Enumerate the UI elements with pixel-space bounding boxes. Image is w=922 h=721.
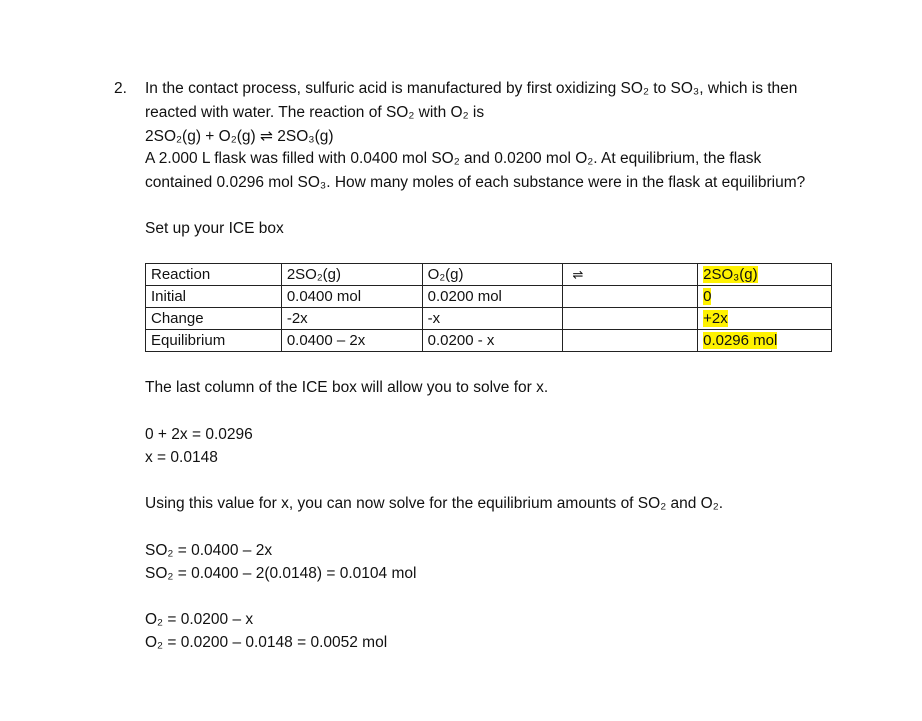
- ice-cell-arrow: [563, 264, 698, 286]
- ice-cell-o2: 0.0200 mol: [422, 286, 563, 308]
- using-value-note: Using this value for x, you can now solve for the equilibrium amounts of SO₂ and O₂.: [145, 495, 724, 512]
- ice-cell-o2: 0.0200 - x: [422, 330, 563, 352]
- ice-cell-so3: [698, 264, 832, 286]
- ice-cell-arrow: [563, 286, 698, 308]
- so2-eq-2: SO₂ = 0.0400 – 2(0.0148) = 0.0104 mol: [145, 565, 417, 582]
- ice-cell-so3: [698, 286, 832, 308]
- ice-row-equilibrium: [146, 330, 832, 352]
- ice-cell-so2: 0.0400 mol: [281, 286, 422, 308]
- problem-line-2: reacted with water. The reaction of SO₂ with O₂ is: [145, 104, 485, 121]
- ice-cell-o2: O₂(g): [422, 264, 563, 286]
- highlighted-value: 0: [703, 288, 712, 305]
- so2-eq-1: SO₂ = 0.0400 – 2x: [145, 542, 273, 559]
- ice-cell-label: Equilibrium: [146, 330, 282, 352]
- problem-line-1: In the contact process, sulfuric acid is manufactured by first oxidizing SO₂ to SO₃, which is then: [145, 80, 798, 97]
- ice-cell-label: Reaction: [146, 264, 282, 286]
- highlighted-value: 2SO₃(g): [703, 266, 758, 283]
- problem-reaction: 2SO₂(g) + O₂(g) ⇌ 2SO₃(g): [145, 128, 334, 145]
- ice-cell-arrow: [563, 330, 698, 352]
- ice-cell-label: Change: [146, 308, 282, 330]
- highlighted-value: +2x: [703, 310, 728, 327]
- o2-eq-2: O₂ = 0.0200 – 0.0148 = 0.0052 mol: [145, 634, 388, 651]
- ice-cell-so2: 0.0400 – 2x: [281, 330, 422, 352]
- ice-cell-so2: -2x: [281, 308, 422, 330]
- ice-cell-o2: -x: [422, 308, 563, 330]
- ice-cell-so3: [698, 330, 832, 352]
- solve-x-eq-1: 0 + 2x = 0.0296: [145, 426, 253, 443]
- solve-x-eq-2: x = 0.0148: [145, 449, 218, 466]
- ice-table: [145, 263, 832, 352]
- ice-cell-arrow: [563, 308, 698, 330]
- ice-row-change: [146, 308, 832, 330]
- highlighted-value: 0.0296 mol: [703, 332, 778, 349]
- problem-line-4: A 2.000 L flask was filled with 0.0400 mol SO₂ and 0.0200 mol O₂. At equilibrium, the flask: [145, 150, 762, 167]
- ice-row-initial: [146, 286, 832, 308]
- setup-instruction: Set up your ICE box: [145, 220, 284, 237]
- last-column-note: The last column of the ICE box will allow you to solve for x.: [145, 379, 549, 396]
- problem-line-5: contained 0.0296 mol SO₃. How many moles of each substance were in the flask at equilibrium?: [145, 174, 806, 191]
- equilibrium-arrow-icon: ⇌: [572, 267, 583, 282]
- ice-cell-so2: 2SO₂(g): [281, 264, 422, 286]
- o2-eq-1: O₂ = 0.0200 – x: [145, 611, 254, 628]
- problem-number: 2.: [114, 80, 127, 97]
- ice-cell-so3: [698, 308, 832, 330]
- ice-row-reaction: [146, 264, 832, 286]
- ice-cell-label: Initial: [146, 286, 282, 308]
